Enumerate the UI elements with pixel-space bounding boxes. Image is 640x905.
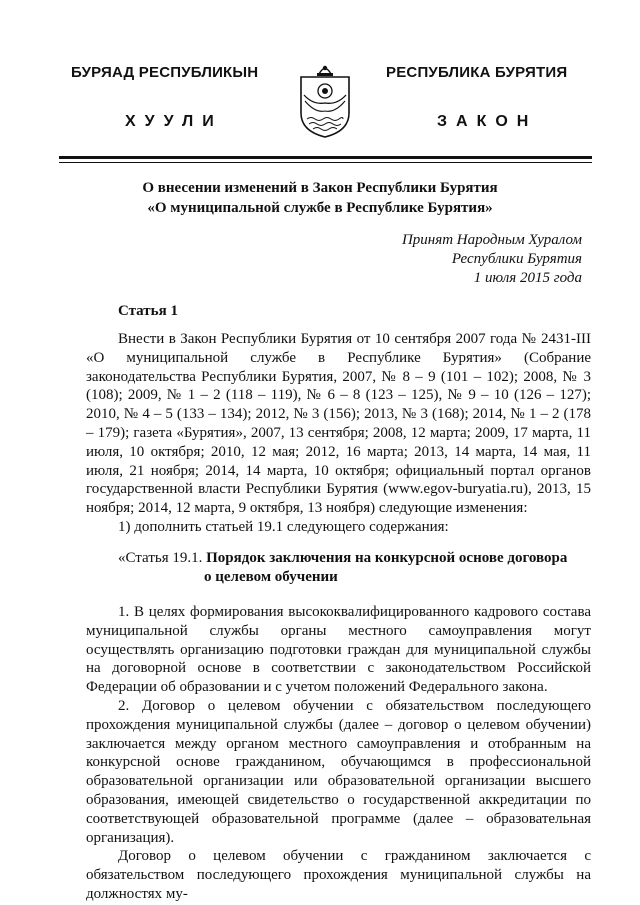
adoption-line: Республики Бурятия [451, 251, 582, 267]
law-title-line: «О муниципальной службе в Республике Бурятия» [147, 200, 493, 216]
article-heading: Статья 1 [118, 303, 178, 319]
adoption-date: 1 июля 2015 года [473, 270, 582, 286]
header-left-top: БУРЯАД РЕСПУБЛИКЫН [71, 64, 259, 81]
paragraph: 1. В целях формирования высококвалифицированного кадрового состава муниципальной службы органы местного самоуправления могут осуществлять организацию подготовки граждан для муниципальной службы на договорной основе в соответствии с законодательством Российской Федерации об образовании и с учетом положений Федерального закона. [86, 604, 591, 696]
article-1-body [86, 330, 591, 537]
adoption-line: Принят Народным Хуралом [401, 232, 582, 248]
coat-of-arms-icon [295, 61, 355, 139]
article-19-1-prefix: «Статья 19.1. [118, 550, 207, 566]
law-title-line: О внесении изменений в Закон Республики Бурятия [142, 180, 498, 196]
header-divider-thick [59, 156, 592, 159]
article-1-intro: Внести в Закон Республики Бурятия от 10 сентября 2007 года № 2431-III «О муниципальной службе в Республике Бурятия» (Собрание законодательства Республики Бурятия, 2007, № 8 – 9 (101 – 102); 2008, № 3 (108); 2009, № 1 – 2 (118 – 119), № 6 – 8 (123 – 125), № 9 – 10 (126 – 127); 2010, № 4 – 5 (133 – 134); 2012, № 3 (156); 2013, № 3 (168); 2014, № 1 – 2 (178 – 179); газета «Бурятия», 2007, 13 сентября; 2008, 12 марта; 2009, 17 марта, 11 июля, 10 октября; 2010, 12 мая; 2012, 16 марта; 2013, 14 марта, 14 мая, 11 июля, 21 ноября; 2014, 14 марта, 10 октября; официальный портал органов государственной власти Республики Бурятия (www.egov-buryatia.ru), 2013, 15 ноября; 2014, 12 марта, 9 октября, 13 ноября) следующие изменения: [86, 331, 591, 517]
article-19-1-heading [118, 549, 567, 587]
adoption-note [402, 231, 582, 288]
article-19-1-title-cont: о целевом обучении [204, 569, 338, 585]
article-19-1-body [86, 603, 591, 904]
header-divider-thin [59, 162, 592, 163]
header-left-bottom: ХУУЛИ [125, 113, 223, 130]
article-19-1-title: Порядок заключения на конкурсной основе договора [206, 550, 568, 566]
header-right-top: РЕСПУБЛИКА БУРЯТИЯ [386, 64, 568, 81]
article-1-item: 1) дополнить статьей 19.1 следующего содержания: [118, 518, 449, 535]
header-right-bottom: ЗАКОН [437, 113, 538, 130]
law-title [60, 178, 580, 218]
paragraph: Договор о целевом обучении с гражданином заключается с обязательством последующего прохождения муниципальной службы на должностях му- [86, 848, 591, 902]
paragraph: 2. Договор о целевом обучении с обязательством последующего прохождения муниципальной службы (далее – договор о целевом обучении) заключается между органом местного самоуправления и отобранным на конкурсной основе гражданином, обучающимся в профессиональной образовательной организации или образовательной организации высшего образования, имеющей свидетельство о государственной аккредитации по соответствующей образовательной программе (далее – образовательная организация). [86, 697, 591, 846]
